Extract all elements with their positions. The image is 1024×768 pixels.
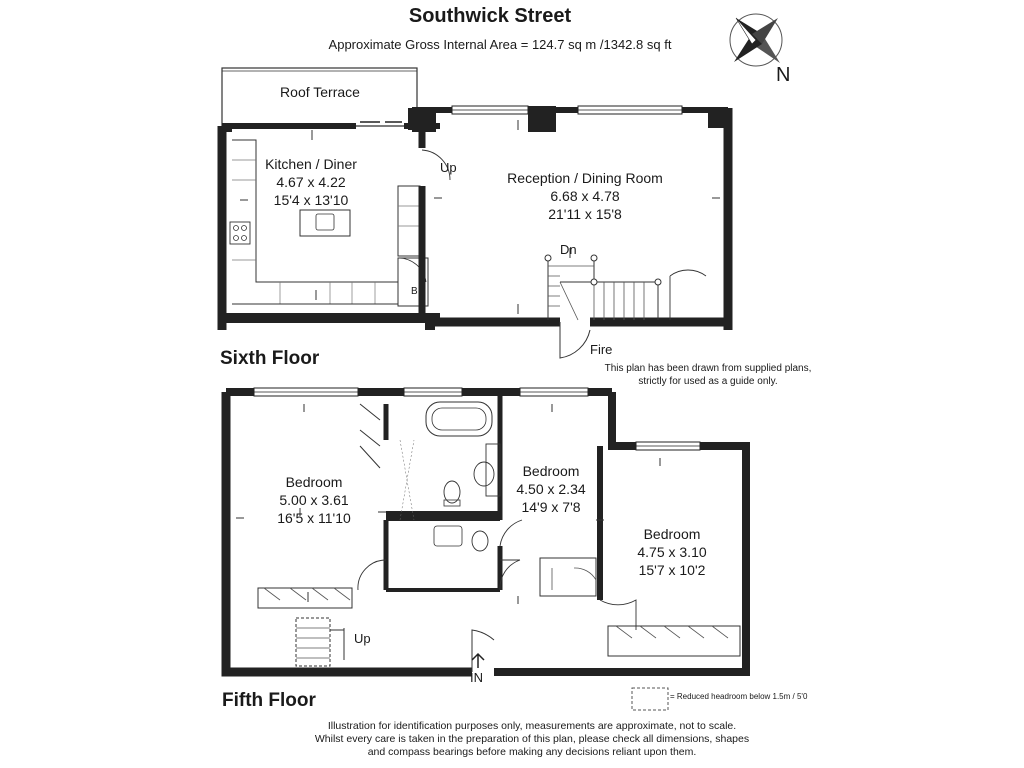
kitchen-name: Kitchen / Diner xyxy=(265,156,357,172)
kitchen-imperial: 15'4 x 13'10 xyxy=(273,192,349,208)
roof-terrace-label: Roof Terrace xyxy=(280,84,360,100)
bedroom-3-label xyxy=(626,525,718,579)
bedroom-3-imperial: 15'7 x 10'2 xyxy=(638,562,706,578)
stairs-down-label: Dn xyxy=(560,242,577,257)
reception-room-label xyxy=(498,169,672,223)
disclaimer-line3: and compass bearings before making any decisions reliant upon them. xyxy=(367,746,697,758)
reduced-headroom-legend-swatch xyxy=(632,688,668,710)
kitchen-metric: 4.67 x 4.22 xyxy=(276,174,346,190)
bedroom-3-metric: 4.75 x 3.10 xyxy=(637,544,707,560)
bedroom-2-name: Bedroom xyxy=(522,463,580,479)
reception-imperial: 21'11 x 15'8 xyxy=(548,206,622,222)
gross-area-subtitle: Approximate Gross Internal Area = 124.7 sq m /1342.8 sq ft xyxy=(328,37,672,52)
fifth-floor-heading: Fifth Floor xyxy=(222,690,316,711)
fifth-floor-up-label: Up xyxy=(354,631,371,646)
guide-note-line1: This plan has been drawn from supplied plans, xyxy=(604,363,812,374)
disclaimer-line2: Whilst every care is taken in the preparation of this plan, please check all dimensions, shapes xyxy=(314,733,750,745)
bedroom-1-name: Bedroom xyxy=(285,474,343,490)
bedroom-2-metric: 4.50 x 2.34 xyxy=(516,481,586,497)
guide-note-line2: strictly for used as a guide only. xyxy=(638,376,778,387)
plan-title: Southwick Street xyxy=(408,5,572,27)
bedroom-1-metric: 5.00 x 3.61 xyxy=(279,492,349,508)
kitchen-room-label xyxy=(256,155,366,209)
reduced-headroom-legend: = Reduced headroom below 1.5m / 5'0 xyxy=(670,692,808,701)
bedroom-2-imperial: 14'9 x 7'8 xyxy=(521,499,581,515)
reception-name: Reception / Dining Room xyxy=(507,170,663,186)
compass-north-label: N xyxy=(776,64,791,86)
bedroom-3-name: Bedroom xyxy=(643,526,701,542)
entrance-label: IN xyxy=(470,670,483,685)
boiler-label: B xyxy=(411,286,418,297)
disclaimer-line1: Illustration for identification purposes only, measurements are approximate, not to scale. xyxy=(327,720,737,732)
reception-metric: 6.68 x 4.78 xyxy=(550,188,620,204)
disclaimer xyxy=(0,720,1024,759)
bedroom-1-imperial: 16'5 x 11'10 xyxy=(277,510,351,526)
bedroom-2-label xyxy=(508,462,594,516)
fire-exit-label: Fire xyxy=(590,342,613,357)
sixth-floor-staircase xyxy=(545,248,661,320)
sixth-floor-up-label: Up xyxy=(440,160,457,175)
sixth-floor-heading: Sixth Floor xyxy=(220,348,320,369)
guide-note xyxy=(600,362,816,388)
bedroom-1-label xyxy=(262,473,366,527)
